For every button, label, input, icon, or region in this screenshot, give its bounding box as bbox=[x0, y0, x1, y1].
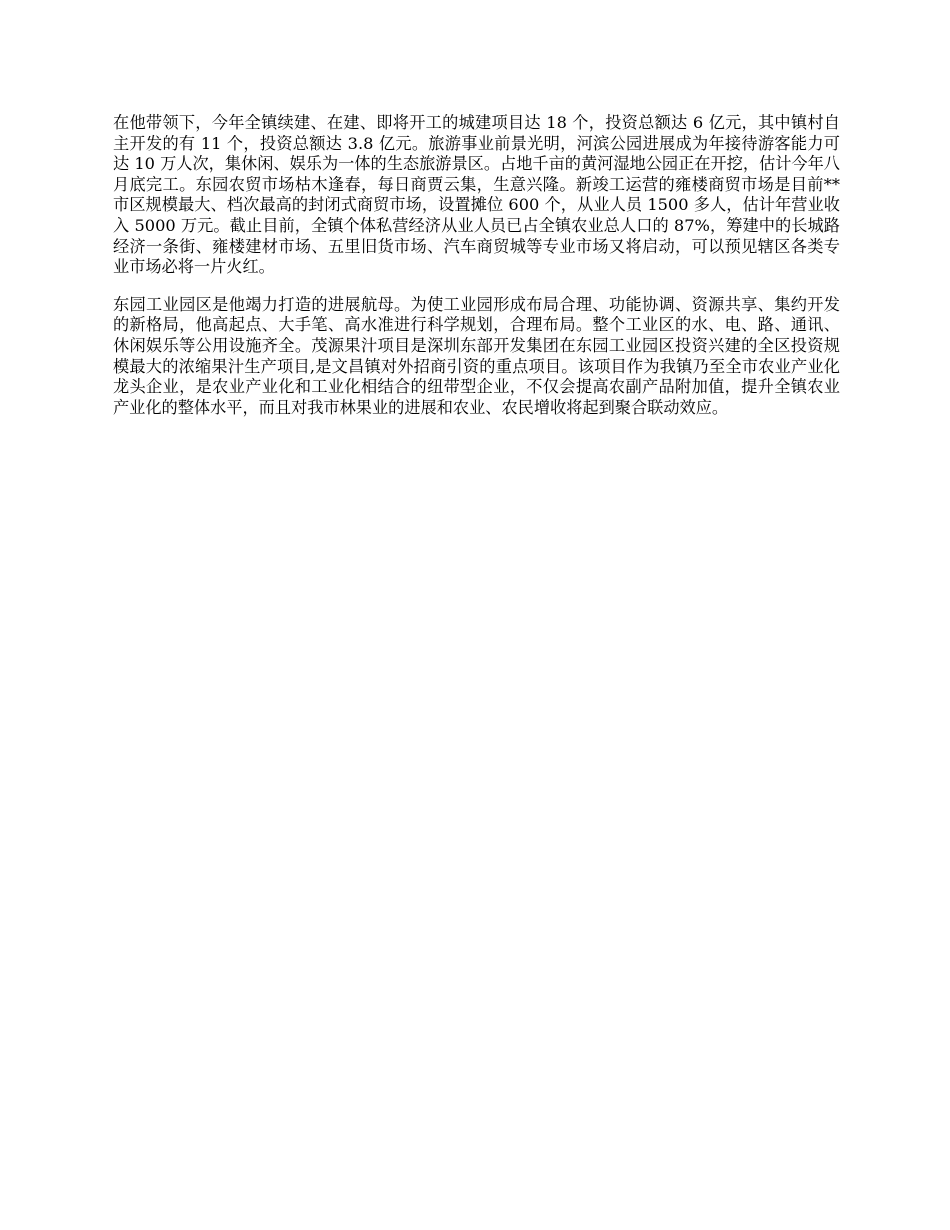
paragraph-urban-construction: 在他带领下，今年全镇续建、在建、即将开工的城建项目达 18 个，投资总额达 6 亿元，其中镇村自主开发的有 11 个，投资总额达 3.8 亿元。旅游事业前景光明，河滨公园进展成为年接待游客能力可达 10 万人次，集休闲、娱乐为一体的生态旅游景区。占地千亩的黄河湿地公园正在开挖，估计今年八月底完工。东园农贸市场枯木逢春，每日商贾云集，生意兴隆。新竣工运营的雍楼商贸市场是目前**市区规模最大、档次最高的封闭式商贸市场，设置摊位 600 个，从业人员 1500 多人，估计年营业收入 5000 万元。截止目前，全镇个体私营经济从业人员已占全镇农业总人口的 87%，筹建中的长城路经济一条街、雍楼建材市场、五里旧货市场、汽车商贸城等专业市场又将启动，可以预见辖区各类专业市场必将一片火红。 bbox=[113, 113, 840, 277]
document-body bbox=[113, 113, 840, 435]
paragraph-industrial-park: 东园工业园区是他竭力打造的进展航母。为使工业园形成布局合理、功能协调、资源共享、集约开发的新格局，他高起点、大手笔、高水准进行科学规划，合理布局。整个工业区的水、电、路、通讯、休闲娱乐等公用设施齐全。茂源果汁项目是深圳东部开发集团在东园工业园区投资兴建的全区投资规模最大的浓缩果汁生产项目,是文昌镇对外招商引资的重点项目。该项目作为我镇乃至全市农业产业化龙头企业，是农业产业化和工业化相结合的纽带型企业，不仅会提高农副产品附加值，提升全镇农业产业化的整体水平，而且对我市林果业的进展和农业、农民增收将起到聚合联动效应。 bbox=[113, 294, 840, 417]
